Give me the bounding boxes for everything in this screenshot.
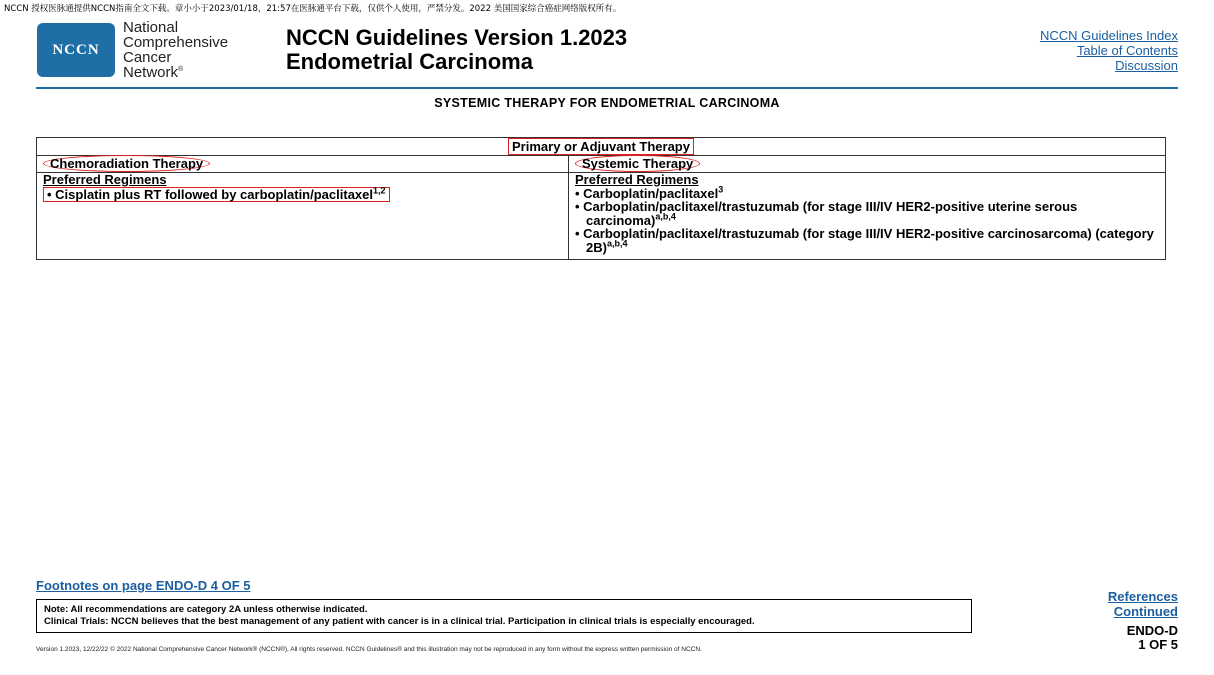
org-line-3: Cancer bbox=[123, 49, 172, 66]
table-title: Primary or Adjuvant Therapy bbox=[508, 138, 694, 155]
guideline-title-block bbox=[286, 26, 627, 74]
bottom-nav-links bbox=[1108, 589, 1178, 619]
references-link[interactable]: References bbox=[1107, 589, 1178, 604]
page-code: ENDO-D bbox=[1126, 623, 1178, 638]
right-preferred-regimens-label: Preferred Regimens bbox=[575, 172, 699, 187]
left-header-cell bbox=[37, 156, 569, 173]
discussion-link[interactable]: Discussion bbox=[1115, 58, 1178, 73]
chemoradiation-header: Chemoradiation Therapy bbox=[43, 155, 210, 172]
systemic-therapy-header: Systemic Therapy bbox=[575, 155, 700, 172]
page-number: 1 OF 5 bbox=[1138, 637, 1178, 652]
org-line-1: National bbox=[123, 19, 179, 36]
footnotes-link[interactable]: Footnotes on page ENDO-D 4 OF 5 bbox=[36, 578, 251, 593]
download-watermark: NCCN 授权医脉通提供NCCN指南全文下载。章小小于2023/01/18，21:57在医脉通平台下载，仅供个人使用，严禁分发。2022 美国国家综合癌症网络版权所有。 bbox=[4, 4, 622, 14]
nccn-logo bbox=[37, 23, 115, 77]
table-title-cell bbox=[37, 138, 1166, 156]
guideline-version: NCCN Guidelines Version 1.2023 bbox=[286, 25, 628, 50]
therapy-table bbox=[36, 137, 1166, 260]
organization-name bbox=[123, 20, 228, 80]
cisplatin-regimen-box: • Cisplatin plus RT followed by carboplatin/paclitaxel$^{1,2}$ bbox=[43, 187, 390, 203]
org-line-2: Comprehensive bbox=[123, 34, 229, 51]
org-line-4: Network® bbox=[123, 64, 184, 81]
table-title-row bbox=[37, 138, 1166, 156]
table-header-row bbox=[37, 156, 1166, 173]
right-header-cell bbox=[569, 156, 1166, 173]
right-regimen-item: • Carboplatin/paclitaxel/trastuzumab (for stage III/IV HER2-positive uterine serous carcinoma)$^{a,b,4}$ bbox=[575, 199, 1078, 228]
section-heading: SYSTEMIC THERAPY FOR ENDOMETRIAL CARCINOMA bbox=[434, 96, 780, 110]
right-regimen-item: • Carboplatin/paclitaxel/trastuzumab (for stage III/IV HER2-positive carcinosarcoma) (category 2B)$^{a,b,4}$ bbox=[575, 226, 1154, 255]
top-nav-links bbox=[1040, 28, 1178, 73]
header-divider bbox=[36, 87, 1178, 89]
copyright-notice: Version 1.2023, 12/22/22 © 2022 National Comprehensive Cancer Network® (NCCN®), All rights reserved. NCCN Guidelines® and this illustration may not be reproduced in any form without the express written permission of NCCN. bbox=[36, 646, 702, 653]
note-line-1: Note: All recommendations are category 2A unless otherwise indicated. bbox=[44, 604, 368, 615]
note-line-2: Clinical Trials: NCCN believes that the best management of any patient with cancer is in a clinical trial. Participation in clinical trials is especially encouraged. bbox=[44, 615, 755, 627]
logo-text: NCCN bbox=[52, 41, 100, 58]
page-indicator bbox=[1127, 624, 1178, 652]
guideline-title: Endometrial Carcinoma bbox=[286, 49, 533, 74]
note-box bbox=[36, 599, 972, 633]
left-preferred-regimens-label: Preferred Regimens bbox=[43, 172, 167, 187]
left-regimen-item bbox=[43, 187, 562, 203]
right-body-cell bbox=[569, 173, 1166, 260]
right-regimen-item: • Carboplatin/paclitaxel$^3$ bbox=[575, 184, 724, 201]
guidelines-index-link[interactable]: NCCN Guidelines Index bbox=[1039, 28, 1178, 43]
table-body-row bbox=[37, 173, 1166, 260]
table-of-contents-link[interactable]: Table of Contents bbox=[1076, 43, 1178, 58]
left-body-cell bbox=[37, 173, 569, 260]
continued-link[interactable]: Continued bbox=[1113, 604, 1178, 619]
